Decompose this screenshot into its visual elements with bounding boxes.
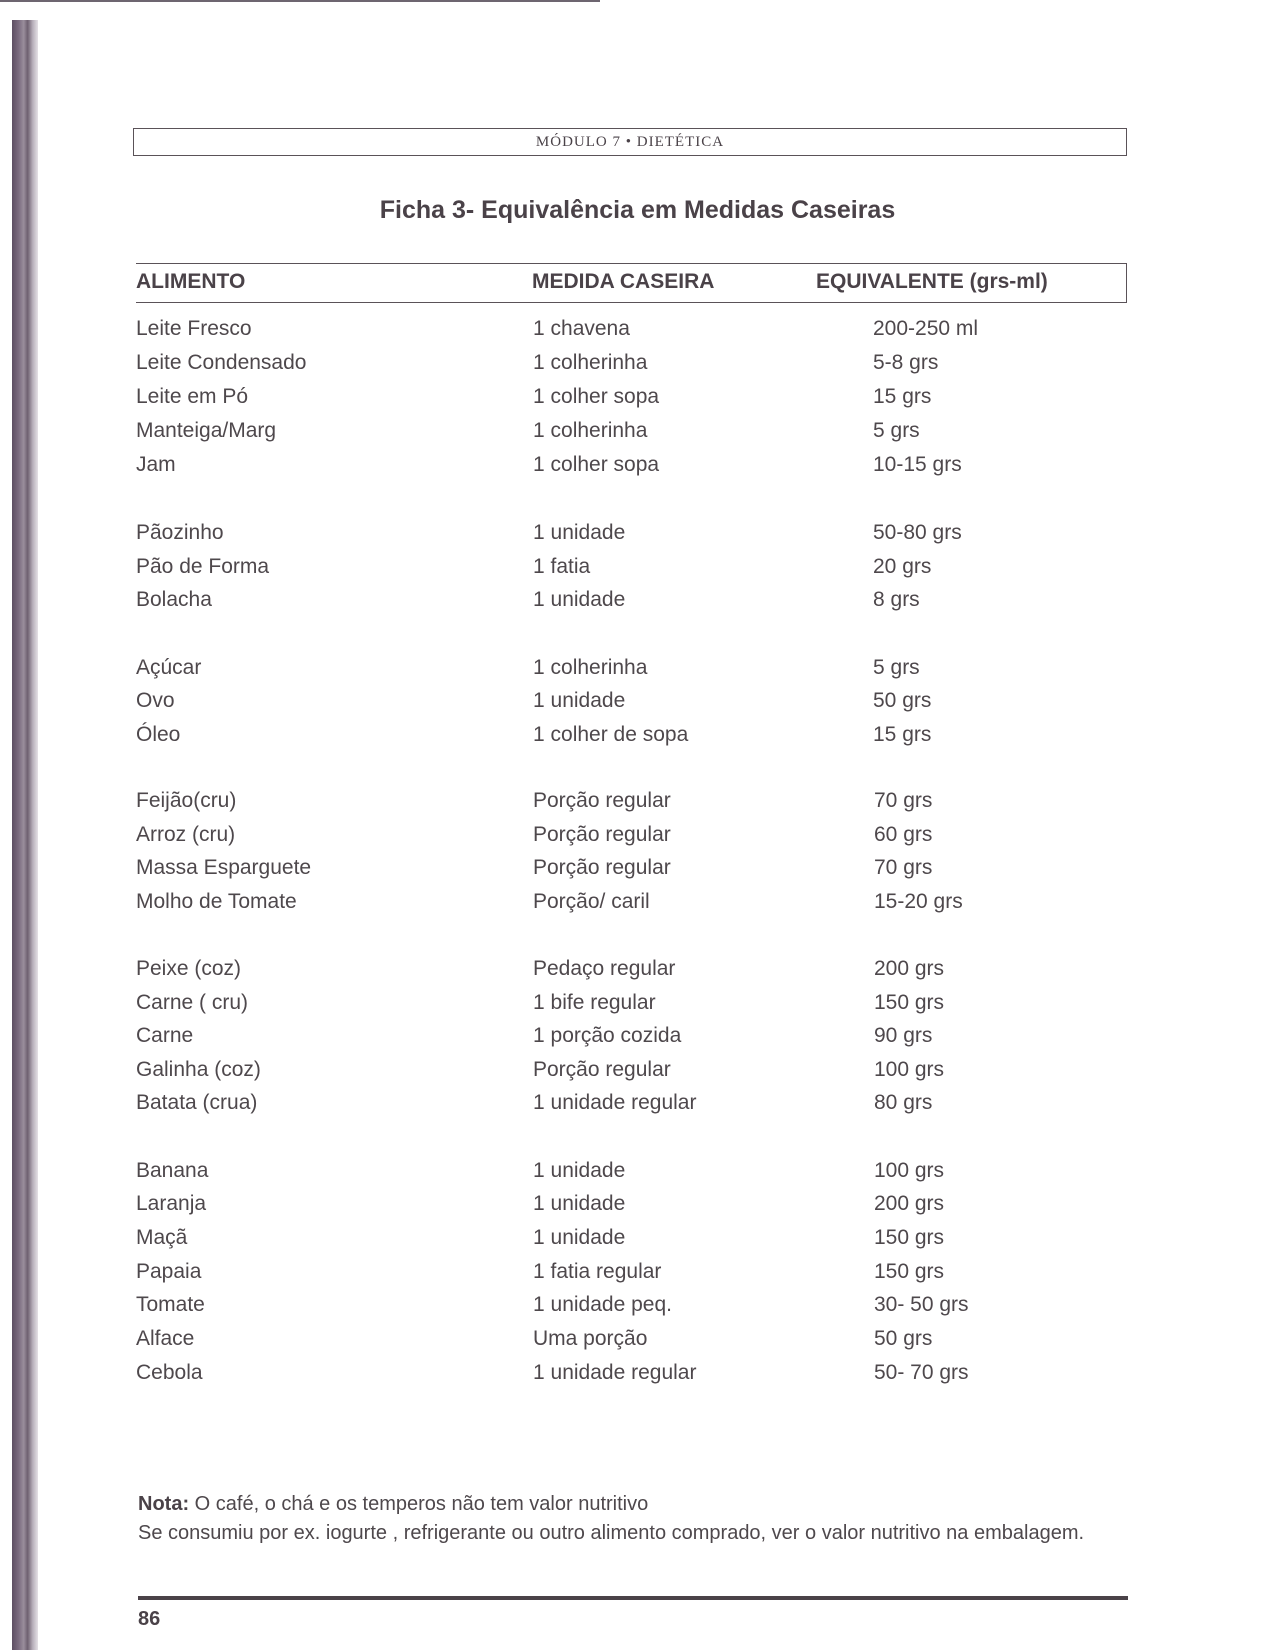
- cell-medida: 1 unidade regular: [533, 1361, 697, 1384]
- cell-medida: 1 colher sopa: [533, 385, 660, 408]
- cell-equivalente: 8 grs: [873, 588, 920, 611]
- table-row: [0, 351, 1275, 381]
- cell-equivalente: 100 grs: [874, 1058, 945, 1081]
- cell-equivalente: 10-15 grs: [873, 453, 962, 476]
- cell-equivalente: 50 grs: [874, 1327, 933, 1350]
- cell-medida: 1 colher sopa: [533, 453, 660, 476]
- table-row: [0, 1226, 1275, 1256]
- cell-medida: Pedaço regular: [533, 957, 676, 980]
- page-number: 86: [138, 1608, 161, 1630]
- cell-alimento: Galinha (coz): [136, 1058, 261, 1081]
- table-row: [0, 1159, 1275, 1189]
- cell-alimento: Carne ( cru): [136, 991, 249, 1014]
- cell-equivalente: 80 grs: [874, 1091, 933, 1114]
- table-row: [0, 555, 1275, 585]
- table-row: [0, 317, 1275, 347]
- cell-medida: 1 porção cozida: [533, 1024, 682, 1047]
- table-row: [0, 991, 1275, 1021]
- table-row: [0, 419, 1275, 449]
- table-row: [0, 1327, 1275, 1357]
- footer-rule: [138, 1596, 1128, 1600]
- cell-equivalente: 70 grs: [874, 789, 933, 812]
- cell-equivalente: 150 grs: [874, 991, 945, 1014]
- cell-equivalente: 60 grs: [874, 823, 933, 846]
- cell-alimento: Bolacha: [136, 588, 212, 611]
- cell-medida: 1 fatia: [533, 555, 591, 578]
- table-row: [0, 1293, 1275, 1323]
- note-label: Nota:: [138, 1493, 190, 1515]
- cell-medida: 1 unidade: [533, 521, 626, 544]
- cell-medida: Porção regular: [533, 856, 671, 879]
- cell-alimento: Tomate: [136, 1293, 205, 1316]
- table-row: [0, 588, 1275, 618]
- cell-medida: 1 unidade: [533, 1159, 626, 1182]
- cell-equivalente: 200 grs: [874, 1192, 945, 1215]
- cell-medida: 1 bife regular: [533, 991, 656, 1014]
- cell-equivalente: 90 grs: [874, 1024, 933, 1047]
- cell-equivalente: 15-20 grs: [874, 890, 963, 913]
- table-row: [0, 789, 1275, 819]
- cell-alimento: Carne: [136, 1024, 194, 1047]
- cell-alimento: Ovo: [136, 689, 175, 712]
- cell-alimento: Cebola: [136, 1361, 203, 1384]
- cell-medida: Porção/ caril: [533, 890, 650, 913]
- cell-medida: 1 chavena: [533, 317, 630, 340]
- table-row: [0, 823, 1275, 853]
- page-title: Ficha 3- Equivalência em Medidas Caseiras: [379, 196, 896, 224]
- table-row: [0, 1192, 1275, 1222]
- table-row: [0, 1058, 1275, 1088]
- cell-alimento: Massa Esparguete: [136, 856, 312, 879]
- cell-alimento: Batata (crua): [136, 1091, 258, 1114]
- cell-alimento: Leite Fresco: [136, 317, 252, 340]
- cell-equivalente: 50-80 grs: [873, 521, 962, 544]
- column-header-equivalente: EQUIVALENTE (grs-ml): [816, 270, 1048, 293]
- table-row: [0, 723, 1275, 753]
- cell-equivalente: 70 grs: [874, 856, 933, 879]
- cell-medida: 1 unidade peq.: [533, 1293, 672, 1316]
- table-row: [0, 689, 1275, 719]
- cell-medida: 1 unidade: [533, 1192, 626, 1215]
- cell-alimento: Peixe (coz): [136, 957, 242, 980]
- table-row: [0, 521, 1275, 551]
- table-row: [0, 1091, 1275, 1121]
- cell-equivalente: 50- 70 grs: [874, 1361, 969, 1384]
- table-row: [0, 957, 1275, 987]
- cell-medida: Porção regular: [533, 1058, 671, 1081]
- module-header: MÓDULO 7 • DIETÉTICA: [133, 128, 1127, 156]
- cell-medida: 1 colherinha: [533, 419, 648, 442]
- table-row: [0, 1024, 1275, 1054]
- cell-alimento: Óleo: [136, 723, 181, 746]
- note: [138, 1490, 1138, 1548]
- cell-equivalente: 50 grs: [873, 689, 932, 712]
- table-row: [0, 1361, 1275, 1391]
- column-header-alimento: ALIMENTO: [136, 270, 246, 293]
- cell-medida: 1 unidade regular: [533, 1091, 697, 1114]
- cell-medida: 1 colherinha: [533, 656, 648, 679]
- cell-alimento: Arroz (cru): [136, 823, 236, 846]
- table-row: [0, 856, 1275, 886]
- cell-equivalente: 100 grs: [874, 1159, 945, 1182]
- cell-medida: 1 unidade: [533, 588, 626, 611]
- cell-equivalente: 5 grs: [873, 656, 920, 679]
- cell-equivalente: 5 grs: [873, 419, 920, 442]
- cell-equivalente: 15 grs: [873, 385, 932, 408]
- note-line-1: O café, o chá e os temperos não tem valor nutritivo: [189, 1493, 649, 1515]
- cell-alimento: Laranja: [136, 1192, 207, 1215]
- cell-alimento: Banana: [136, 1159, 209, 1182]
- cell-equivalente: 5-8 grs: [873, 351, 939, 374]
- cell-medida: Uma porção: [533, 1327, 648, 1350]
- cell-alimento: Leite Condensado: [136, 351, 307, 374]
- cell-alimento: Açúcar: [136, 656, 202, 679]
- cell-medida: Porção regular: [533, 823, 671, 846]
- cell-medida: 1 fatia regular: [533, 1260, 662, 1283]
- cell-equivalente: 150 grs: [874, 1260, 945, 1283]
- cell-alimento: Pão de Forma: [136, 555, 270, 578]
- cell-alimento: Leite em Pó: [136, 385, 249, 408]
- top-edge-line: [0, 0, 600, 2]
- cell-alimento: Jam: [136, 453, 176, 476]
- table-row: [0, 1260, 1275, 1290]
- table-row: [0, 385, 1275, 415]
- cell-equivalente: 20 grs: [873, 555, 932, 578]
- cell-alimento: Pãozinho: [136, 521, 224, 544]
- cell-equivalente: 30- 50 grs: [874, 1293, 969, 1316]
- cell-medida: 1 colher de sopa: [533, 723, 689, 746]
- column-header-medida: MEDIDA CASEIRA: [532, 270, 715, 293]
- cell-equivalente: 15 grs: [873, 723, 932, 746]
- cell-alimento: Molho de Tomate: [136, 890, 297, 913]
- cell-equivalente: 200-250 ml: [873, 317, 979, 340]
- note-line-2: Se consumiu por ex. iogurte , refrigerante ou outro alimento comprado, ver o valor nutritivo na embalagem.: [138, 1522, 1085, 1544]
- cell-equivalente: 200 grs: [874, 957, 945, 980]
- cell-alimento: Feijão(cru): [136, 789, 237, 812]
- cell-alimento: Maçã: [136, 1226, 188, 1249]
- table-row: [0, 656, 1275, 686]
- table-row: [0, 453, 1275, 483]
- cell-alimento: Alface: [136, 1327, 195, 1350]
- cell-medida: 1 colherinha: [533, 351, 648, 374]
- cell-alimento: Papaia: [136, 1260, 202, 1283]
- cell-medida: 1 unidade: [533, 689, 626, 712]
- cell-alimento: Manteiga/Marg: [136, 419, 277, 442]
- table-row: [0, 890, 1275, 920]
- cell-medida: 1 unidade: [533, 1226, 626, 1249]
- cell-equivalente: 150 grs: [874, 1226, 945, 1249]
- cell-medida: Porção regular: [533, 789, 671, 812]
